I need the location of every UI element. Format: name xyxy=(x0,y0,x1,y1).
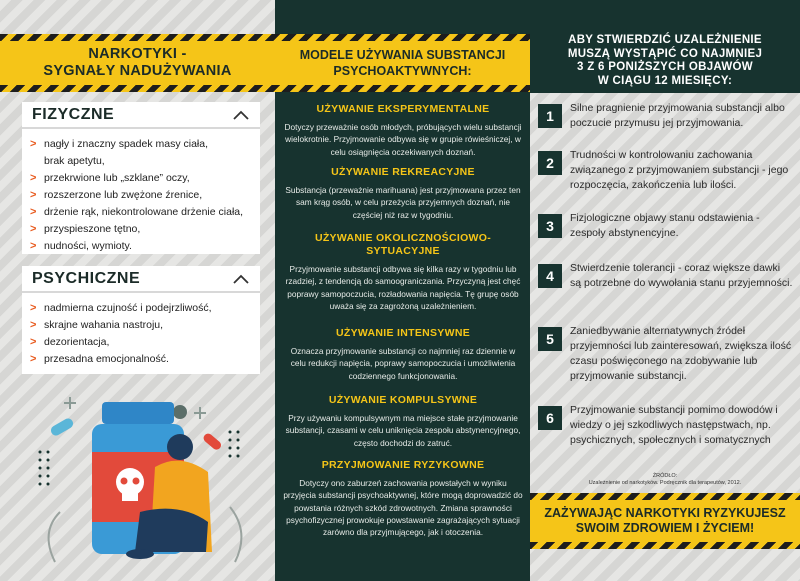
model-compulsive xyxy=(283,394,523,449)
psychical-signs-list xyxy=(22,293,260,377)
chevron-up-icon[interactable] xyxy=(232,273,250,285)
model-description: Substancja (przeważnie marihuana) jest przyjmowana przez ten sam krąg osób, w celu przeżycia przyjemnych doznań, nie częściej niż raz w tygodniu. xyxy=(285,185,521,220)
list-item: > dezorientacja, xyxy=(30,336,110,348)
criterion-text: Trudności w kontrolowaniu zachowania związanego z przyjmowaniem substancji - jego rozpoczęcia, zakończenia lub ilości. xyxy=(570,149,789,191)
physical-card-title: FIZYCZNE xyxy=(32,105,115,123)
left-title-line-2: SYGNAŁY NADUŻYWANIA xyxy=(43,63,232,79)
model-title: UŻYWANIE KOMPULSYWNE xyxy=(328,394,478,406)
criterion-number: 4 xyxy=(538,264,562,288)
criterion-item xyxy=(538,403,794,448)
criterion-item xyxy=(538,211,794,241)
right-column-title: ABY STWIERDZIĆ UZALEŻNIENIE MUSZĄ WYSTĄPIĆ CO NAJMNIEJ 3 Z 6 PONIŻSZYCH OBJAWÓW W CIĄGU 12 MIESIĘCY: xyxy=(567,34,763,87)
list-item: > rozszerzone lub zwężone źrenice, xyxy=(30,189,203,201)
criterion-item xyxy=(538,101,794,131)
criterion-number: 3 xyxy=(538,214,562,238)
physical-signs-card xyxy=(22,102,260,254)
left-title-banner xyxy=(0,41,275,85)
source-text: Uzależnienie od narkotyków. Podręcznik dla terapeutów, 2012. xyxy=(588,480,742,486)
model-risky xyxy=(283,459,523,538)
left-title-line-1: NARKOTYKI - xyxy=(88,46,187,62)
warning-line-1: ZAŻYWAJĄC NARKOTYKI RYZYKUJESZ xyxy=(544,506,786,520)
list-item: > nagły i znaczny spadek masy ciała, xyxy=(30,138,208,150)
model-description: Oznacza przyjmowanie substancji co najmniej raz dziennie w celu redukcji napięcia, poprawy samopoczucia i umożliwienia codziennego funkcjonowania. xyxy=(290,346,516,381)
source-note xyxy=(560,473,770,487)
model-situational xyxy=(283,232,523,312)
chevron-up-icon[interactable] xyxy=(232,109,250,121)
model-title: UŻYWANIE EKSPERYMENTALNE xyxy=(316,103,490,115)
criterion-text: Zaniedbywanie alternatywnych źródeł przyjemności lub zainteresowań, zwiększa ilość czasu poświęconego na zdobywanie lub przyjmowanie substancji. xyxy=(570,325,792,382)
criterion-number: 1 xyxy=(538,104,562,128)
model-title: UŻYWANIE REKREACYJNE xyxy=(331,166,475,178)
list-item: > przesadna emocjonalność. xyxy=(30,353,169,365)
list-item: brak apetytu, xyxy=(44,155,105,167)
psychical-card-title: PSYCHICZNE xyxy=(32,269,141,287)
list-item: > przekrwione lub „szklane” oczy, xyxy=(30,172,190,184)
psychical-signs-card xyxy=(22,266,260,374)
middle-title-line-1: MODELE UŻYWANIA SUBSTANCJI xyxy=(299,48,506,62)
criterion-item xyxy=(538,261,794,291)
middle-title-line-2: PSYCHOAKTYWNYCH: xyxy=(333,64,472,78)
source-label: ŹRÓDŁO: xyxy=(652,473,678,479)
model-title: PRZYJMOWANIE RYZYKOWNE xyxy=(321,459,485,471)
model-recreational xyxy=(283,166,523,221)
physical-card-header[interactable] xyxy=(22,102,260,129)
list-item: > nadmierna czujność i podejrzliwość, xyxy=(30,302,212,314)
warning-banner xyxy=(530,500,800,542)
model-title: UŻYWANIE OKOLICZNOŚCIOWO-SYTUACYJNE xyxy=(314,232,492,257)
hazard-stripe-top xyxy=(0,34,530,41)
criterion-item xyxy=(538,324,794,384)
psychical-card-header[interactable] xyxy=(22,266,260,293)
model-description: Dotyczy przeważnie osób młodych, próbujących wielu substancji wielokrotnie. Przyjmowanie odbywa się w grupie rówieśniczej, w celu osiągnięcia oczekiwanych doznań. xyxy=(284,122,522,157)
list-item: > drżenie rąk, niekontrolowane drżenie ciała, xyxy=(30,206,244,218)
hazard-stripe-right-top xyxy=(530,493,800,500)
model-description: Przy używaniu kompulsywnym ma miejsce stałe przyjmowanie substancji, czasami w celu uniknięcia zespołu abstynencyjnego, często dochodzi do zatruć. xyxy=(285,413,521,448)
list-item: > przyspieszone tętno, xyxy=(30,223,141,235)
list-item: > skrajne wahania nastroju, xyxy=(30,319,164,331)
model-experimental xyxy=(283,103,523,158)
criterion-text: Stwierdzenie tolerancji - coraz większe dawki są potrzebne do wywołania stanu przyjemności. xyxy=(570,262,793,289)
criterion-number: 2 xyxy=(538,151,562,175)
model-description: Dotyczy ono zaburzeń zachowania powstałych w wyniku przyjęcia substancji psychoaktywnej, które mogą doprowadzić do powstania różnych szkód zdrowotnych. Zmiana sprawności psychofizycznej prowokuje powstawanie zagrażających sytuacji zarówno dla przyjmującego, jak i otoczenia. xyxy=(283,478,523,538)
criterion-number: 6 xyxy=(538,406,562,430)
model-title: UŻYWANIE INTENSYWNE xyxy=(335,327,471,339)
model-intensive xyxy=(283,327,523,382)
criterion-text: Fizjologiczne objawy stanu odstawienia - zespoły abstynencyjne. xyxy=(570,212,760,239)
list-item: > nudności, wymioty. xyxy=(30,240,132,252)
hazard-stripe-top-bottom xyxy=(0,85,530,92)
warning-line-2: SWOIM ZDROWIEM I ŻYCIEM! xyxy=(575,521,755,535)
criterion-text: Przyjmowanie substancji pomimo dowodów i wiedzy o jej szkodliwych następstwach, np. psychicznych, społecznych i somatycznych xyxy=(570,404,778,446)
illustration-person-with-pill-bottle xyxy=(30,392,260,572)
criterion-text: Silne pragnienie przyjmowania substancji albo poczucie przymusu jej przyjmowania. xyxy=(570,102,785,129)
physical-signs-list xyxy=(22,129,260,264)
criterion-number: 5 xyxy=(538,327,562,351)
criterion-item xyxy=(538,148,794,193)
model-description: Przyjmowanie substancji odbywa się kilka razy w tygodniu lub rzadziej, z tendencją do samoograniczania. Przyczyną jest chęć poprawy samopoczucia, rozładowania napięcia. Tę grupę osób uważa się za zagrożoną uzależnieniem. xyxy=(285,264,521,311)
hazard-stripe-right-bottom xyxy=(530,542,800,549)
middle-title-banner xyxy=(275,41,530,85)
